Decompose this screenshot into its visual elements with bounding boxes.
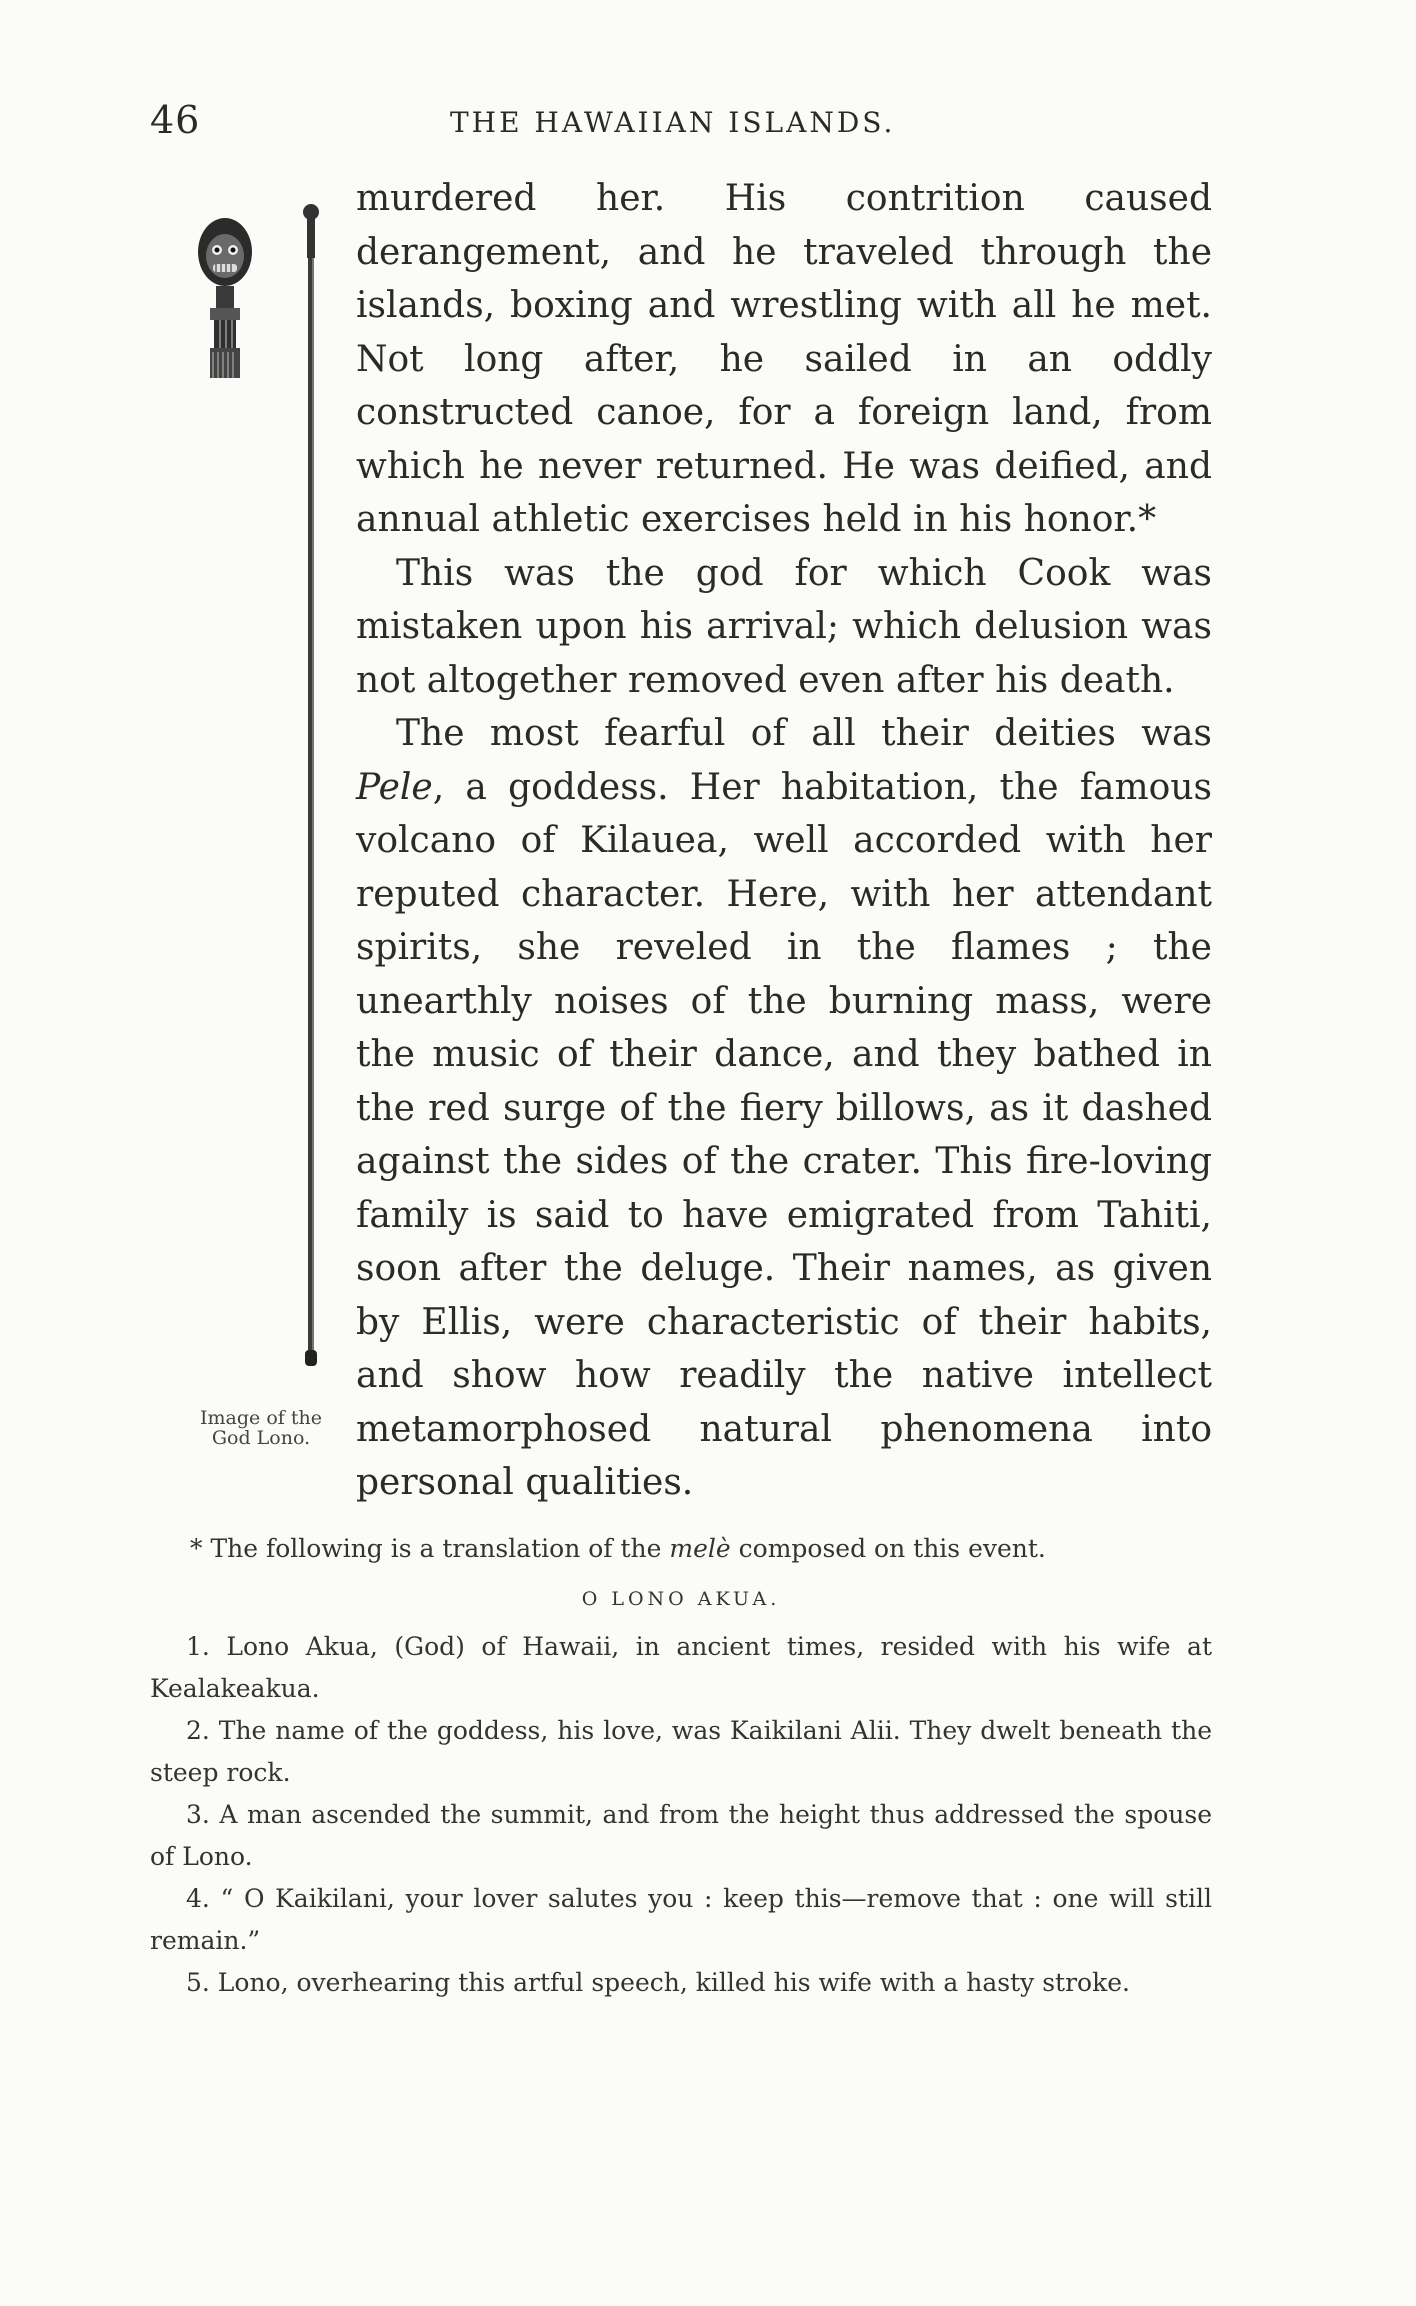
running-title: THE HAWAIIAN ISLANDS. <box>450 106 896 139</box>
illustration-caption <box>176 1408 346 1448</box>
caption-line-1: Image of the <box>200 1407 322 1429</box>
footnote-item: 1. Lono Akua, (God) of Hawaii, in ancient times, resided with his wife at Kealakeakua. <box>150 1632 1212 1703</box>
paragraph-2: This was the god for which Cook was mistaken upon his arrival; which delusion was not altogether removed even after his death. <box>356 552 1212 701</box>
paragraph-3-lead: The most fearful of all their deities was <box>396 713 1212 754</box>
footnote-intro <box>150 1528 1212 1570</box>
footnote-item: 5. Lono, overhearing this artful speech, killed his wife with a hasty stroke. <box>186 1968 1130 1997</box>
god-lono-illustration <box>180 190 360 1390</box>
mele-title: O LONO AKUA. <box>581 1588 781 1610</box>
footnote-item: 3. A man ascended the summit, and from the height thus addressed the spouse of Lono. <box>150 1800 1212 1871</box>
main-text <box>356 172 1212 1510</box>
page-header <box>150 98 1210 148</box>
footnote-intro-before: * The following is a translation of the <box>190 1534 662 1563</box>
footnote-intro-after: composed on this event. <box>738 1534 1046 1563</box>
page-number: 46 <box>150 98 201 142</box>
god-lono-figure-icon <box>180 190 360 1390</box>
footnote <box>150 1528 1212 2004</box>
footnote-item: 4. “ O Kaikilani, your lover salutes you : keep this—remove that : one will still remain.” <box>150 1884 1212 1955</box>
caption-line-2: God Lono. <box>211 1427 311 1449</box>
paragraph-3-rest: , a goddess. Her habitation, the famous volcano of Kilauea, well accorded with her reputed character. Here, with her attendant spirits, she reveled in the flames ; the unearthly noises of the burning mass, were the music of their dance, and they bathed in the red surge of the fiery billows, as it dashed against the sides of the crater. This fire-loving family is said to have emigrated from Tahiti, soon after the deluge. Their names, as given by Ellis, were characteristic of their habits, and show how readily the native intellect metamorphosed natural phenomena into personal qualities. <box>356 766 1212 1503</box>
paragraph-3 <box>356 707 1212 1510</box>
footnote-mele-word: melè <box>669 1534 731 1563</box>
footnote-item: 2. The name of the goddess, his love, was Kaikilani Alii. They dwelt beneath the steep rock. <box>150 1716 1212 1787</box>
paragraph-1: murdered her. His contrition caused derangement, and he traveled through the islands, boxing and wrestling with all he met. Not long after, he sailed in an oddly constructed canoe, for a foreign land, from which he never returned. He was deified, and annual athletic exercises held in his honor.* <box>356 178 1212 540</box>
pele-name: Pele <box>356 766 433 808</box>
